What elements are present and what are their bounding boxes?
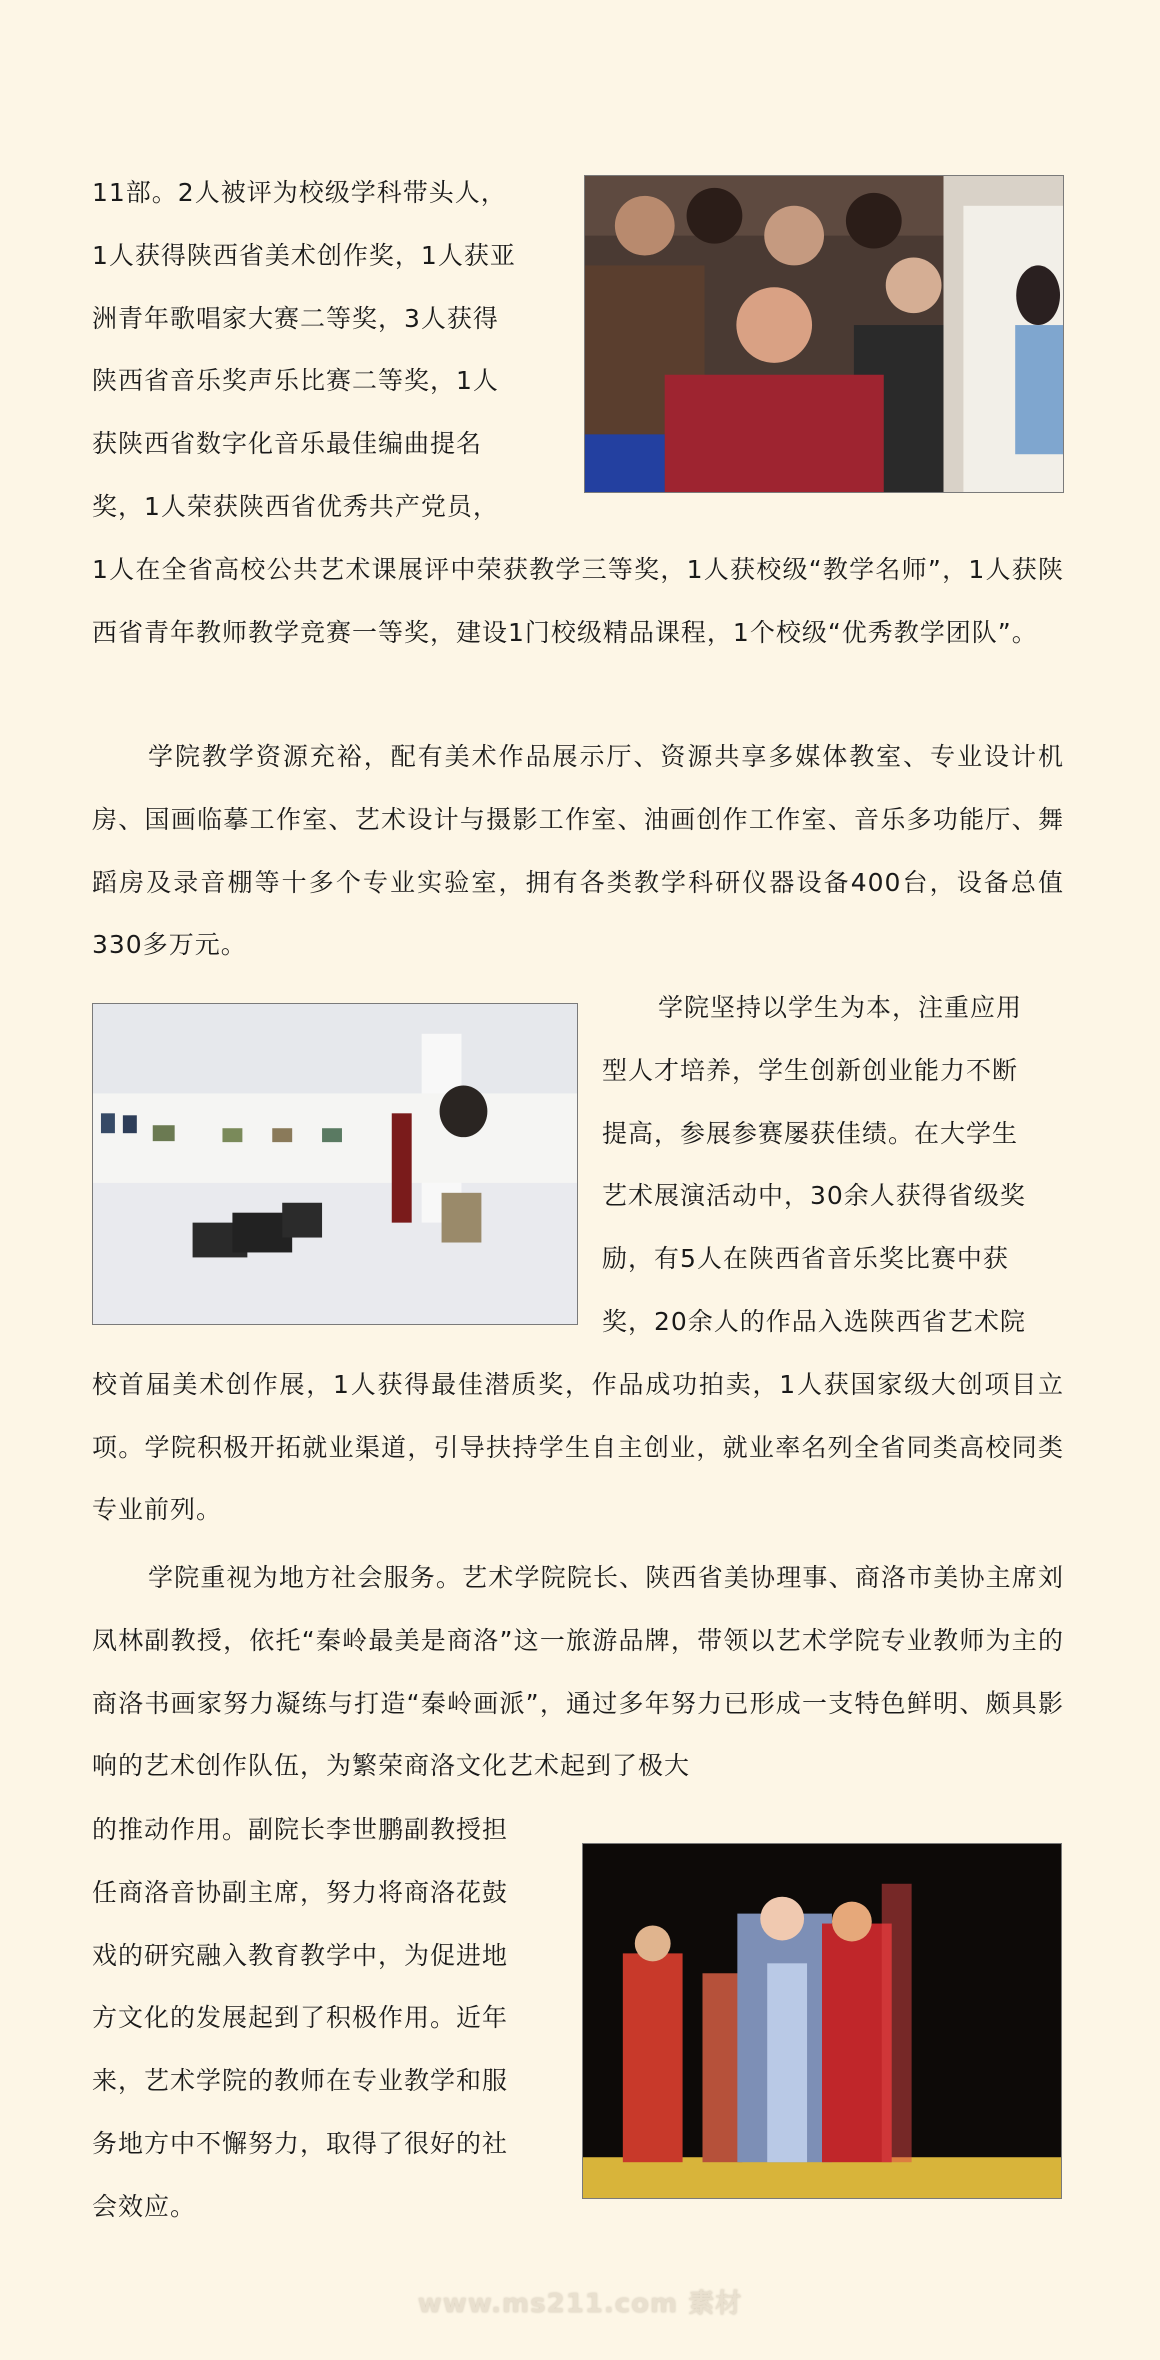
text-line: 来，艺术学院的教师在专业教学和服 [92,2066,509,2096]
text-line: 的推动作用。副院长李世鹏副教授担 [92,1815,509,1844]
text-line: 务地方中不懈努力，取得了很好的社 [92,2128,509,2158]
text-line: 任商洛音协副主席，努力将商洛花鼓 [92,1877,509,1907]
text-line: 奖，20余人的作品入选陕西省艺术院 [602,1306,1026,1336]
text-line: 学院坚持以学生为本，注重应用 [658,993,1023,1022]
text-line: 会效应。 [92,2191,197,2221]
text-line: 1人获得陕西省美术创作奖，1人获亚 [92,240,516,270]
text-line: 洲青年歌唱家大赛二等奖，3人获得 [92,303,499,333]
opera-performance-photo [582,1843,1062,2199]
paragraph-text: 学院重视为地方社会服务。艺术学院院长、陕西省美协理事、商洛市美协主席刘凤林副教授，依托“秦岭最美是商洛”这一旅游品牌，带领以艺术学院专业教师为主的商洛书画家努力凝练与打造“秦岭画派”，通过多年努力已形成一支特色鲜明、颇具影响的艺术创作队伍，为繁荣商洛文化艺术起到了极大 [92,1563,1064,1781]
text-line: 获陕西省数字化音乐最佳编曲提名 [92,429,483,459]
paragraph-students [92,977,1064,1542]
text-continuation: 1人在全省高校公共艺术课展评中荣获教学三等奖，1人获校级“教学名师”，1人获陕西省青年教师教学竞赛一等奖，建设1门校级精品课程，1个校级“优秀教学团队”。 [92,554,1064,647]
painting-demo-photo [584,175,1064,493]
paragraph-resources [92,726,1064,977]
text-line: 型人才培养，学生创新创业能力不断 [602,1055,1019,1085]
text-line: 提高，参展参赛屡获佳绩。在大学生 [602,1118,1019,1148]
text-line: 方文化的发展起到了积极作用。近年 [92,2003,509,2033]
text-line: 奖，1人荣获陕西省优秀共产党员， [92,491,499,521]
paragraph-text: 学院教学资源充裕，配有美术作品展示厅、资源共享多媒体教室、专业设计机房、国画临摹工作室、艺术设计与摄影工作室、油画创作工作室、音乐多功能厅、舞蹈房及录音棚等十多个专业实验室，拥有各类教学科研仪器设备400台，设备总值330多万元。 [92,742,1064,960]
text-line: 戏的研究融入教育教学中，为促进地 [92,1940,509,1970]
text-line: 励，有5人在陕西省音乐奖比赛中获 [602,1244,1009,1274]
text-continuation: 校首届美术创作展，1人获得最佳潜质奖，作品成功拍卖，1人获国家级大创项目立项。学院积极开拓就业渠道，引导扶持学生自主创业，就业率名列全省同类高校同类专业前列。 [92,1369,1064,1525]
text-line: 陕西省音乐奖声乐比赛二等奖，1人 [92,366,499,396]
paragraph-service [92,1547,1064,1798]
watermark: www.ms211.com 素材 [417,2289,743,2319]
text-line: 11部。2人被评为校级学科带头人， [92,178,507,207]
text-line: 艺术展演活动中，30余人获得省级奖 [602,1181,1026,1211]
